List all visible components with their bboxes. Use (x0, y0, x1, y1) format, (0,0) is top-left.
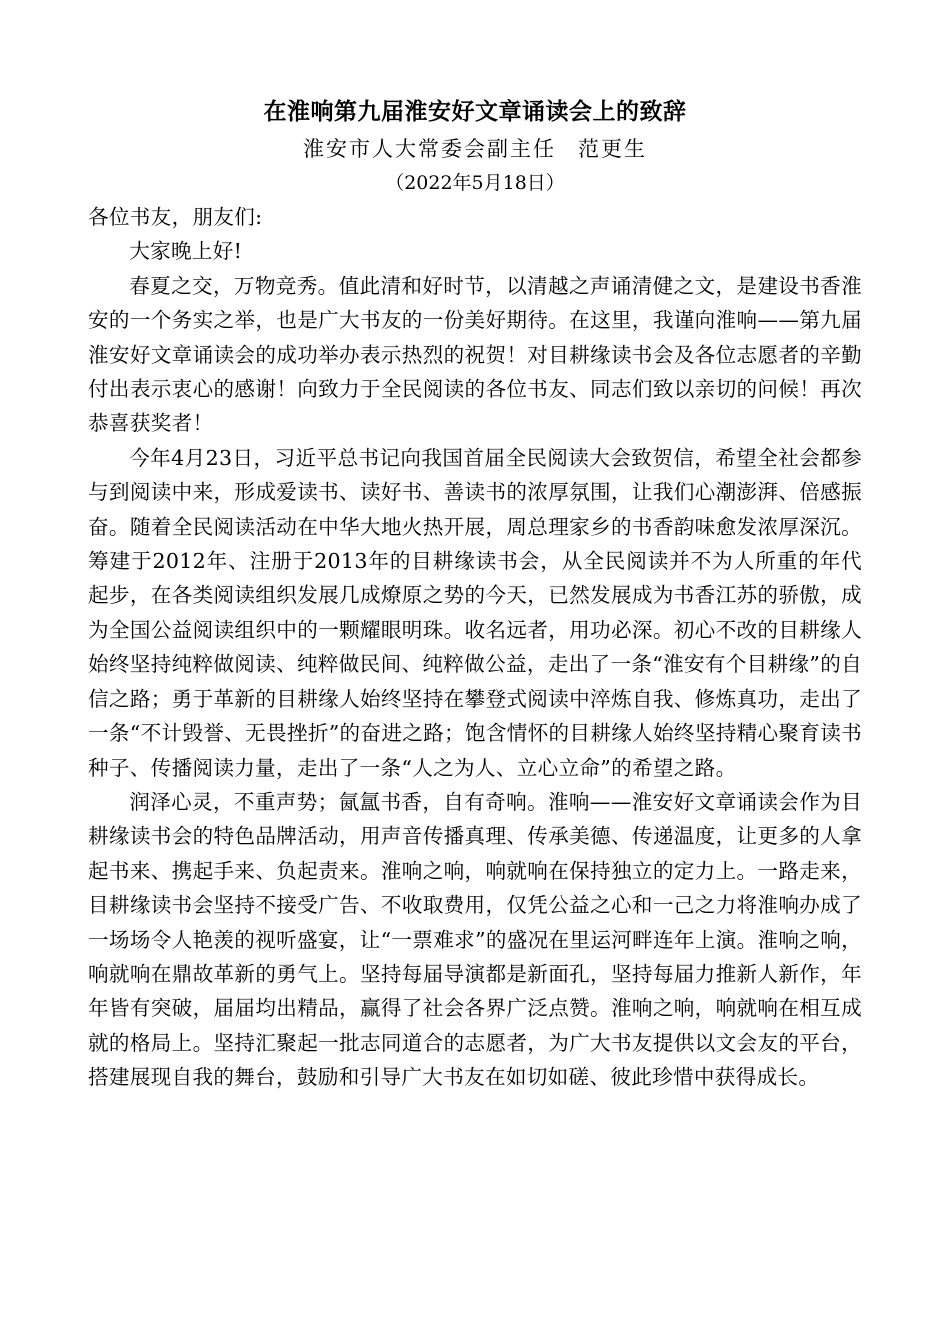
paragraph-2: 今年4月23日，习近平总书记向我国首届全民阅读大会致贺信，希望全社会都参与到阅读中来，形成爱读书、读好书、善读书的浓厚氛围，让我们心潮澎湃、倍感振奋。随着全民阅读活动在中华大地火热开展，周总理家乡的书香韵味愈发浓厚深沉。筹建于2012年、注册于2013年的目耕缘读书会，从全民阅读并不为人所重的年代起步，在各类阅读组织发展几成燎原之势的今天，已然发展成为书香江苏的骄傲，成为全国公益阅读组织中的一颗耀眼明珠。收名远者，用功必深。初心不改的目耕缘人始终坚持纯粹做阅读、纯粹做民间、纯粹做公益，走出了一条“淮安有个目耕缘”的自信之路；勇于革新的目耕缘人始终坚持在攀登式阅读中淬炼自我、修炼真功，走出了一条“不计毁誉、无畏挫折”的奋进之路；饱含情怀的目耕缘人始终坚持精心聚育读书种子、传播阅读力量，走出了一条“人之为人、立心立命”的希望之路。 (88, 445, 862, 780)
document-page (88, 92, 862, 1095)
document-author (88, 132, 862, 166)
author-name: 范更生 (578, 137, 647, 161)
greeting: 大家晚上好! (129, 239, 243, 264)
paragraph-1: 春夏之交，万物竞秀。值此清和好时节，以清越之声诵清健之文，是建设书香淮安的一个务实之举，也是广大书友的一份美好期待。在这里，我谨向淮响——第九届淮安好文章诵读会的成功举办表示热烈的祝贺！对目耕缘读书会及各位志愿者的辛勤付出表示衷心的感谢！向致力于全民阅读的各位书友、同志们致以亲切的问候！再次恭喜获奖者！ (88, 273, 862, 436)
salutation: 各位书友，朋友们: (88, 205, 263, 229)
paragraph-3: 润泽心灵，不重声势；氤氲书香，自有奇响。淮响——淮安好文章诵读会作为目耕缘读书会的特色品牌活动，用声音传播真理、传承美德、传递温度，让更多的人拿起书来、携起手来、负起责来。淮响之响，响就响在保持独立的定力上。一路走来，目耕缘读书会坚持不接受广告、不收取费用，仅凭公益之心和一己之力将淮响办成了一场场令人艳羡的视听盛宴，让“一票难求”的盛况在里运河畔连年上演。淮响之响，响就响在鼎故革新的勇气上。坚持每届导演都是新面孔，坚持每届力推新人新作，年年皆有突破，届届均出精品，赢得了社会各界广泛点赞。淮响之响，响就响在相互成就的格局上。坚持汇聚起一批志同道合的志愿者，为广大书友提供以文会友的平台，搭建展现自我的舞台，鼓励和引导广大书友在如切如磋、彼此珍惜中获得成长。 (88, 789, 862, 1090)
document-body (88, 200, 862, 1095)
document-title: 在淮响第九届淮安好文章诵读会上的致辞 (263, 98, 687, 125)
author-role: 淮安市人大常委会副主任 (303, 137, 556, 161)
document-date: （2022年5月18日） (385, 172, 565, 194)
